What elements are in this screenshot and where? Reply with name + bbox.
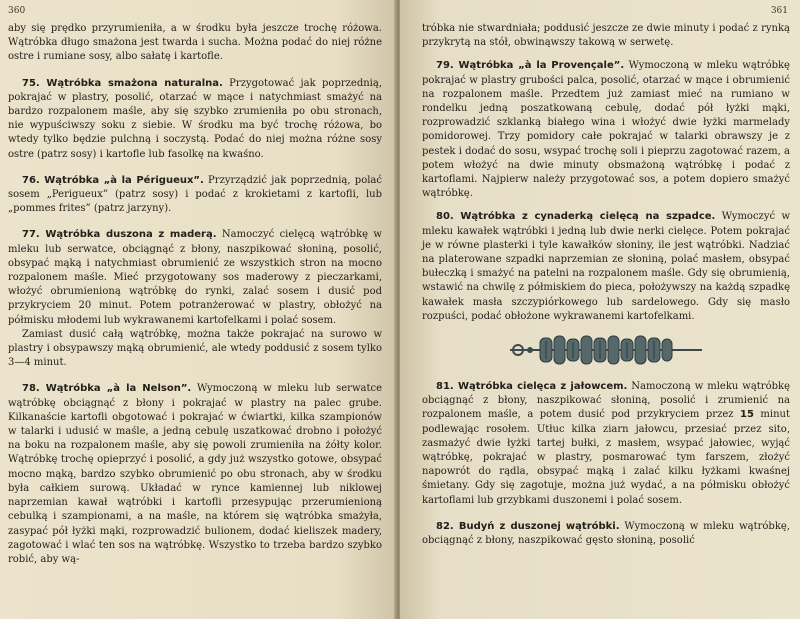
left-page	[0, 0, 396, 619]
page-number-right: 361	[770, 6, 788, 16]
recipe-77-body: Namoczyć cielęcą wątróbkę w mleku lub serwatce, obciągnąć z błony, naszpikować słoniną, posolić, obsypać mąką i natychmiast obrumienić ze wszystkich stron na mocno rozpalonem maśle. Mieć przygotowany sos maderowy z pieczarkami, włożyć obrumienioną wątróbkę do rynki, zalać sosem i dusić pod przykryciem 20 minut. Potem potranżerować w plastry, obłożyć na półmisku młodemi lub wykrawanemi kartofelkami i polać sosem.	[8, 229, 382, 326]
recipe-78-title: 78. Wątróbka „à la Nelson”.	[22, 383, 192, 395]
recipe-75	[8, 77, 382, 162]
recipe-82	[422, 520, 790, 548]
recipe-79	[422, 59, 790, 201]
left-intro-paragraph: aby się prędko przyrumieniła, a w środku była jeszcze trochę różowa. Wątróbka długo smażona jest twarda i sucha. Można podać do niej różne ostre i rumiane sosy, albo sałatę i kartofle.	[8, 23, 382, 63]
recipe-77-title: 77. Wątróbka duszona z maderą.	[22, 229, 217, 241]
recipe-81	[422, 380, 790, 508]
recipe-77	[8, 228, 382, 327]
recipe-76-title: 76. Wątróbka „à la Périgueux”.	[22, 174, 204, 186]
recipe-77-variant: Zamiast dusić całą wątróbkę, można także pokrajać na surowo w plastry i obsypawszy mąką obrumienić, ale wtedy poddusić z sosem tylko 3—4 minut.	[8, 328, 382, 369]
recipe-81-body-a: Namoczoną w mleku wątróbkę obciągnąć z błony, naszpikować słoniną, posolić i zrumienić na rozpalonem maśle, a potem dusić pod przykryciem przez	[422, 381, 790, 421]
recipe-79-body: Wymoczoną w mleku wątróbkę pokrajać w plastry grubości palca, posolić, otarzać w mące i obrumienić na rozpalonem maśle. Przedtem już zamiast mieć na rumiano w rondelku jedną poszatkowaną cebulę, dodać pół łyżki mąki, rozprowadzić szklanką białego wina i włożyć dwie łyżki marmelady pomidorowej. Trzy pomidory całe pokrajać w talarki obrawszy je z pestek i dodać do sosu, wsypać trochę soli i pieprzu zagotować razem, a potem włożyć na dwie minuty obsmażoną wątróbkę i podać z kartoflami. Najpierw należy przygotować sos, a potem dopiero smażyć wątróbkę.	[422, 60, 790, 200]
recipe-78-body: Wymoczoną w mleku lub serwatce wątróbkę obciągnąć z błony i pokrajać w plastry na palec grube. Kilkanaście kartofli obgotować i pokrajać w ćwiartki, kilka szampionów w talarki i udusić w maśle, a jedną cebulę uszatkować drobno i położyć na boku na rozpalonem maśle, aby się powoli zrumieniła na żółty kolor. Wątróbkę trochę opieprzyć i posolić, a gdy już wszystko gotowe, obsypać mocno mąką, bardzo szybko obrumienić po obu stronach, aby w środku była całkiem surową. Układać w rynce kamiennej lub niklowej naprzemian kawał wątróbki i kartofli przesypując przerumienioną cebulką i szampionami, a na maśle, na którem się wątróbka smażyła, zasypać pół łyżki mąki, rozprowadzić bulionem, dodać kieliszek madery, zagotować i wlać ten sos na wątróbkę. Wszystko to trzeba bardzo szybko robić, aby wą-	[8, 383, 382, 565]
right-page	[400, 0, 800, 619]
recipe-82-title: 82. Budyń z duszonej wątróbki.	[436, 520, 620, 532]
recipe-75-body: Przygotować jak poprzednią, pokrajać w plastry, posolić, otarzać w mące i natychmiast smażyć na bardzo rozpalonem maśle, aby się szybko zrumieniła po obu stronach, nie wypuściwszy soku z siebie. W środku ma być trochę różowa, bo wtedy tylko będzie pulchną i soczystą. Podać do niej można różne sosy ostre (patrz sosy) i kartofle lub fasolkę na kwaśno.	[8, 77, 382, 160]
page-number-left: 360	[8, 6, 26, 16]
recipe-75-title: 75. Wątróbka smażona naturalna.	[22, 77, 223, 89]
skewer-illustration	[422, 328, 790, 372]
recipe-81-body-b: minut podlewając rosołem. Utłuc kilka ziarn jałowcu, przesiać przez sito, zasmażyć dwie łyżki tartej bułki, z masłem, wsypać jałowiec, wyjąć wątróbkę, pokrajać w plastry, posmarować tym farszem, złożyć napowrót do rądla, obsypać mąką i zalać kilku łyżkami kwaśnej śmietany. Gdy się zagotuje, można już wydać, a na półmisku obłożyć kartoflami lub grzybkami duszonemi i polać sosem.	[422, 409, 790, 506]
recipe-78	[8, 382, 382, 567]
recipe-81-title: 81. Wątróbka cielęca z jałowcem.	[436, 381, 628, 393]
right-page-text	[422, 22, 790, 548]
right-intro-paragraph: tróbka nie stwardniała; poddusić jeszcze ze dwie minuty i podać z rynką przykrytą na stół, obwinąwszy takową w serwetę.	[422, 23, 790, 49]
skewer-illustration-icon	[506, 330, 706, 370]
recipe-80	[422, 210, 790, 324]
recipe-76-body: Przyrządzić jak poprzednią, polać sosem „Perigueux” (patrz sosy) i podać z krokietami z kartofli, lub „pommes frites” (patrz jarzyny).	[8, 174, 382, 215]
recipe-82-body: Wymoczoną w mleku wątróbkę, obciągnąć z błony, naszpikować gęsto słoniną, posolić	[422, 520, 790, 547]
recipe-79-title: 79. Wątróbka „à la Provençale”.	[436, 60, 625, 72]
recipe-80-title: 80. Wątróbka z cynaderką cielęcą na szpadce.	[436, 211, 716, 223]
recipe-76	[8, 174, 382, 217]
recipe-80-body: Wymoczyć w mleku kawałek wątróbki i jedną lub dwie nerki cielęce. Potem pokrajać je w równe plasterki i tyle kawałków słoniny, ile jest wątróbki. Nadziać na platerowane szpadki naprzemian ze słoniną, polać masłem, obsypać bułeczką i smażyć na patelni na rozpalonem maśle. Gdy się obrumienią, wstawić na chwilę z półmiskiem do pieca, położywszy na każdą szpadkę kawałek masła szczypiórkowego lub sardelowego. Gdy się masło rozpuści, podać obłożone wykrawanemi kartofelkami.	[422, 211, 791, 322]
recipe-81-minutes: 15	[740, 409, 754, 421]
left-page-text	[8, 22, 382, 567]
